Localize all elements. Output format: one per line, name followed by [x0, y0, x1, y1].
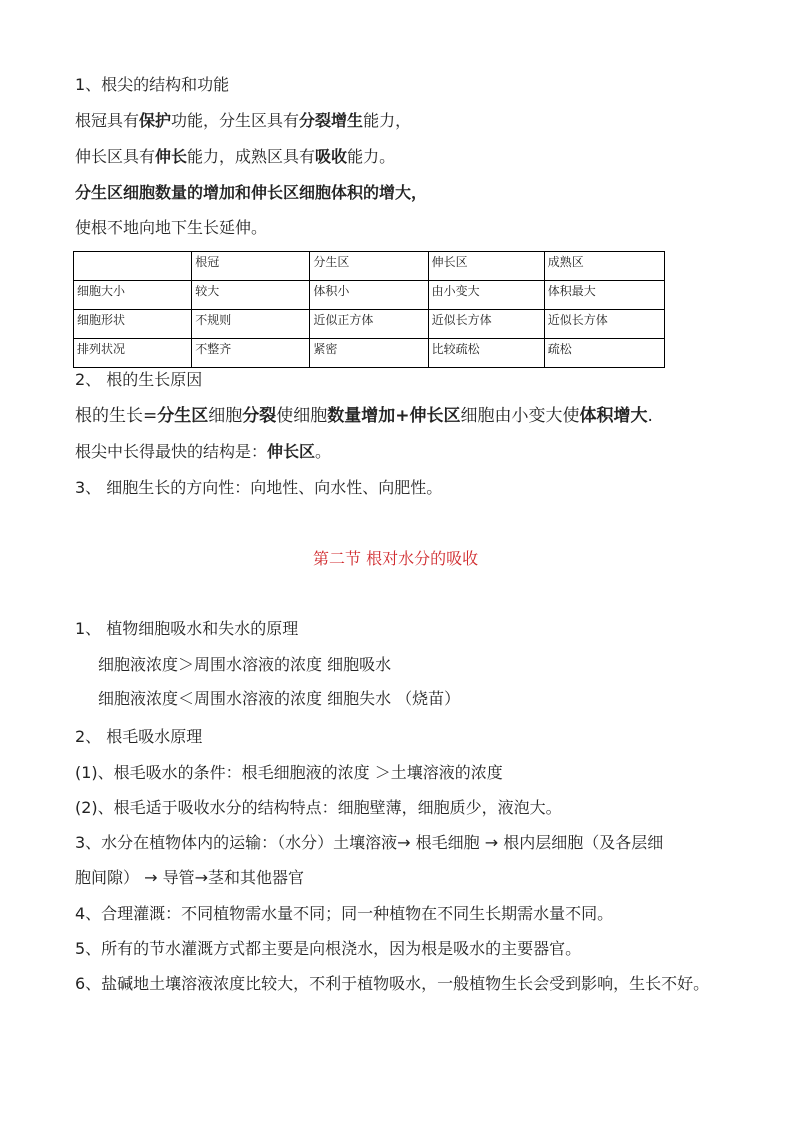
- line-cell-lose: 细胞液浓度＜周围水溶液的浓度 细胞失水 （烧苗）: [98, 689, 461, 708]
- item-saline-soil: 6、盐碱地土壤溶液浓度比较大，不利于植物吸水，一般植物生长会受到影响，生长不好。: [75, 974, 710, 993]
- table-row: [74, 310, 665, 339]
- table-header-row: [74, 252, 665, 281]
- table-cell: 不规则: [192, 310, 310, 339]
- heading-growth-direction: 3、 细胞生长的方向性：向地性、向水性、向肥性。: [75, 478, 443, 497]
- line-cell-absorb: 细胞液浓度＞周围水溶液的浓度 细胞吸水: [98, 655, 392, 674]
- table-cell: 不整齐: [192, 339, 310, 368]
- table-cell: 细胞形状: [74, 310, 192, 339]
- item-water-transport-2: 胞间隙） → 导管→茎和其他器官: [75, 868, 304, 887]
- table-cell: 体积小: [310, 281, 428, 310]
- table-cell: [74, 252, 192, 281]
- table-cell: 比较疏松: [428, 339, 544, 368]
- paragraph-growth-extension: 使根不地向地下生长延伸。: [75, 218, 268, 237]
- table-cell: 近似长方体: [544, 310, 664, 339]
- table-row: [74, 339, 665, 368]
- heading-absorption-principle: 1、 植物细胞吸水和失水的原理: [75, 619, 299, 638]
- item-root-hair-structure: (2)、根毛适于吸收水分的结构特点：细胞壁薄，细胞质少，液泡大。: [75, 798, 562, 817]
- table-cell: 细胞大小: [74, 281, 192, 310]
- table-cell: 根冠: [192, 252, 310, 281]
- heading-root-hair-principle: 2、 根毛吸水原理: [75, 727, 203, 746]
- paragraph-growth-cause: 分生区细胞数量的增加和伸长区细胞体积的增大，: [75, 183, 428, 202]
- table-cell: 伸长区: [428, 252, 544, 281]
- paragraph-growth-formula: 根的生长=分生区细胞分裂使细胞数量增加+伸长区细胞由小变大使体积增大.: [75, 406, 653, 426]
- item-root-hair-condition: (1)、根毛吸水的条件：根毛细胞液的浓度 ＞土壤溶液的浓度: [75, 763, 503, 782]
- table-cell: 紧密: [310, 339, 428, 368]
- root-zone-table: [73, 251, 665, 368]
- table-cell: 疏松: [544, 339, 664, 368]
- table-cell: 排列状况: [74, 339, 192, 368]
- table-cell: 由小变大: [428, 281, 544, 310]
- table-cell: 成熟区: [544, 252, 664, 281]
- paragraph-function-1: 根冠具有保护功能，分生区具有分裂增生能力，: [75, 111, 412, 130]
- heading-root-tip-structure: 1、根尖的结构和功能: [75, 75, 230, 94]
- table-cell: 较大: [192, 281, 310, 310]
- paragraph-fastest-growth: 根尖中长得最快的结构是：伸长区。: [75, 442, 332, 461]
- section-title: 第二节 根对水分的吸收: [313, 549, 479, 568]
- item-water-transport-1: 3、水分在植物体内的运输：（水分）土壤溶液→ 根毛细胞 → 根内层细胞（及各层细: [75, 833, 664, 852]
- item-water-saving: 5、所有的节水灌溉方式都主要是向根浇水，因为根是吸水的主要器官。: [75, 939, 582, 958]
- table-cell: 体积最大: [544, 281, 664, 310]
- table-cell: 近似长方体: [428, 310, 544, 339]
- heading-growth-reason: 2、 根的生长原因: [75, 370, 203, 389]
- table-row: [74, 281, 665, 310]
- table-cell: 近似正方体: [310, 310, 428, 339]
- paragraph-function-2: 伸长区具有伸长能力，成熟区具有吸收能力。: [75, 147, 396, 166]
- table-cell: 分生区: [310, 252, 428, 281]
- item-irrigation: 4、合理灌溉：不同植物需水量不同；同一种植物在不同生长期需水量不同。: [75, 904, 614, 923]
